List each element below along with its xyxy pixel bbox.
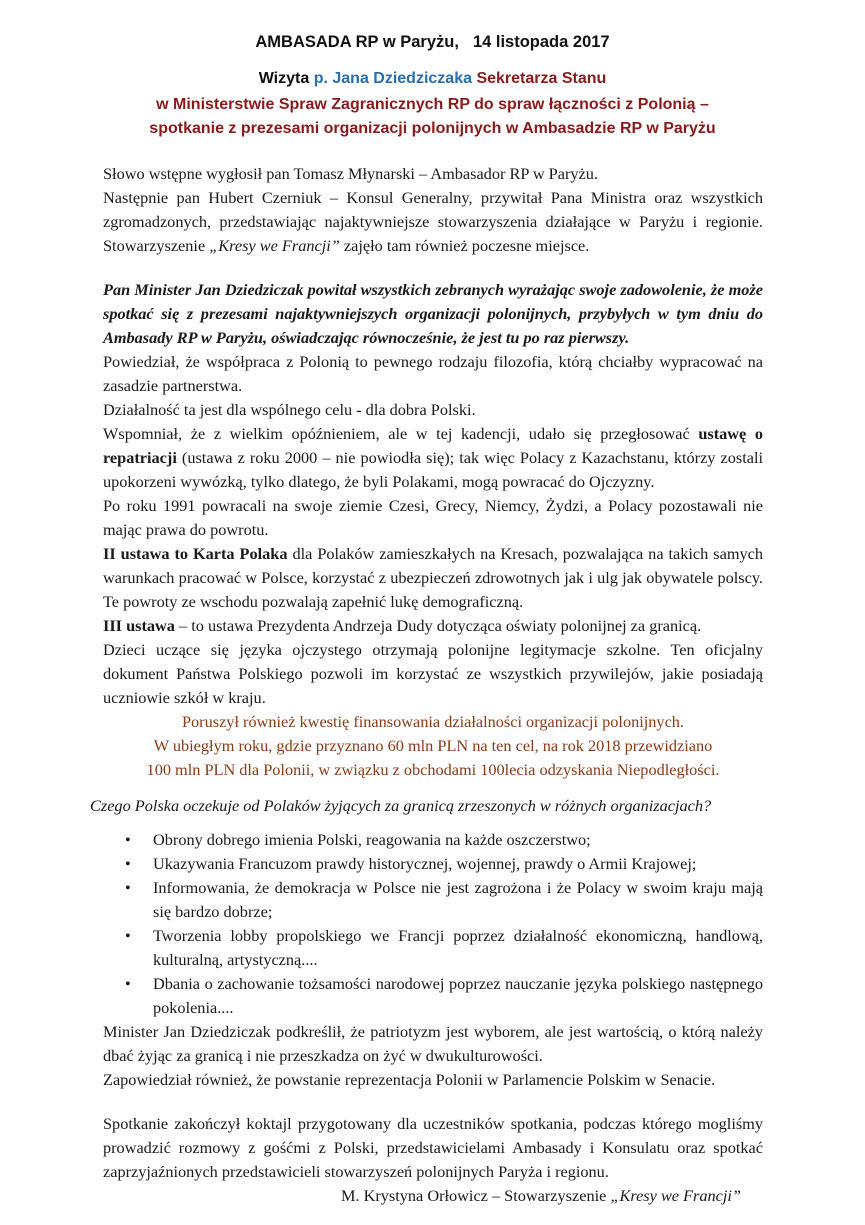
paragraph-consul bbox=[103, 186, 763, 258]
signature-org: „Kresy we Francji” bbox=[610, 1186, 741, 1205]
bullet-icon: • bbox=[125, 974, 131, 993]
repatriation-law: ustawę o repatriacji bbox=[103, 424, 763, 467]
paragraph-consul-text: Następnie pan Hubert Czerniuk – Konsul Generalny, przywitał Pana Ministra oraz wszystkich zgromadzonych, przedstawiając najaktywniejsze stowarzyszenia działające w Paryżu i regionie. Stowarzyszenie bbox=[103, 188, 763, 255]
list-item-text: Dbania o zachowanie tożsamości narodowej poprzez nauczanie języka polskiego następnego pokolenia.... bbox=[153, 974, 763, 1017]
third-law-text: – to ustawa Prezydenta Andrzeja Dudy dotycząca oświaty polonijnej za granicą. bbox=[174, 616, 702, 635]
bullet-icon: • bbox=[125, 926, 131, 945]
bullet-icon: • bbox=[125, 854, 131, 873]
list-item bbox=[103, 876, 763, 924]
paragraph-karta-polaka bbox=[103, 542, 763, 614]
paragraph-cocktail: Spotkanie zakończył koktajl przygotowany dla uczestników spotkania, podczas którego mogliśmy prowadzić rozmowy z gośćmi z Polski, przedstawicielami Ambasady i Konsulatu oraz spotkać zaprzyjaźnionych przedstawicieli stowarzyszeń polonijnych Paryża i regionu. bbox=[103, 1114, 763, 1181]
bullet-icon: • bbox=[125, 878, 131, 897]
list-item bbox=[103, 924, 763, 972]
list-item-text: Tworzenia lobby propolskiego we Francji poprzez działalność ekonomiczną, handlową, kulturalną, artystyczną.... bbox=[153, 926, 763, 969]
title-name: p. Jana Dziedziczaka bbox=[313, 70, 472, 87]
title-line-2: w Ministerstwie Spraw Zagranicznych RP do spraw łączności z Polonią – bbox=[156, 96, 709, 113]
paragraph-minister-greeting: Pan Minister Jan Dziedziczak powitał wszystkich zebranych wyrażając swoje zadowolenie, że może spotkać się z prezesami najaktywniejszych organizacji polonijnych, przybyłych w tym dniu do Ambasady RP w Paryżu, oświadczając równocześnie, że jest tu po raz pierwszy. bbox=[103, 280, 763, 347]
header-line bbox=[0, 33, 865, 52]
funding-line-3: 100 mln PLN dla Polonii, w związku z obchodami 100lecia odzyskania Niepodległości. bbox=[146, 760, 720, 779]
list-item bbox=[103, 852, 763, 876]
title-role: Sekretarza Stanu bbox=[472, 70, 607, 87]
signature-name: M. Krystyna Orłowicz – Stowarzyszenie bbox=[340, 1186, 611, 1205]
list-item bbox=[103, 972, 763, 1020]
funding-line-2: W ubiegłym roku, gdzie przyznano 60 mln PLN na ten cel, na rok 2018 przewidziano bbox=[153, 736, 713, 755]
list-item-text: Informowania, że demokracja w Polsce nie jest zagrożona i że Polacy w swoim kraju mają się bardzo dobrze; bbox=[153, 878, 763, 921]
list-item-text: Obrony dobrego imienia Polski, reagowania na każde oszczerstwo; bbox=[153, 830, 591, 849]
association-name: „Kresy we Francji” bbox=[209, 236, 340, 255]
question-heading: Czego Polska oczekuje od Polaków żyjących za granicą zrzeszonych w różnych organizacjach? bbox=[90, 796, 712, 815]
list-item bbox=[103, 828, 763, 852]
karta-polaka-text: dla Polaków zamieszkałych na Kresach, pozwalająca na takich samych warunkach pracować w Polsce, korzystać z ubezpieczeń zdrowotnych jak i ulg jak obywatele polscy. Te powroty ze wschodu pozwalają zapełnić lukę demograficzną. bbox=[103, 544, 763, 611]
signature bbox=[103, 1184, 763, 1208]
paragraph-1991: Po roku 1991 powracali na swoje ziemie Czesi, Grecy, Niemcy, Żydzi, a Polacy pozostawali nie mając prawa do powrotu. bbox=[103, 496, 763, 539]
third-law-label: III ustawa bbox=[103, 616, 175, 635]
expectations-list bbox=[103, 828, 763, 1020]
header-org: AMBASADA RP w Paryżu, bbox=[255, 33, 459, 51]
title-line-1 bbox=[0, 70, 865, 88]
paragraph-third-law bbox=[103, 614, 763, 638]
paragraph-senate: Zapowiedział również, że powstanie reprezentacja Polonii w Parlamencie Polskim w Senacie. bbox=[103, 1070, 716, 1089]
paragraph-cooperation: Powiedział, że współpraca z Polonią to pewnego rodzaju filozofia, którą chciałby wypracować na zasadzie partnerstwa. bbox=[103, 352, 763, 395]
article-body bbox=[90, 162, 763, 1208]
repatriation-text: Wspomniał, że z wielkim opóźnieniem, ale w tej kadencji, udało się przegłosować bbox=[103, 424, 699, 443]
paragraph-intro: Słowo wstępne wygłosił pan Tomasz Młynarski – Ambasador RP w Paryżu. bbox=[103, 164, 598, 183]
header-date: 14 listopada 2017 bbox=[472, 33, 610, 51]
paragraph-common-goal: Działalność ta jest dla wspólnego celu - dla dobra Polski. bbox=[103, 400, 476, 419]
paragraph-consul-end: zajęło tam również poczesne miejsce. bbox=[339, 236, 590, 255]
funding-line-1: Poruszył również kwestię finansowania działalności organizacji polonijnych. bbox=[181, 712, 685, 731]
karta-polaka-label: II ustawa to Karta Polaka bbox=[103, 544, 288, 563]
paragraph-patriotism: Minister Jan Dziedziczak podkreślił, że patriotyzm jest wyborem, ale jest wartością, o którą należy dbać żyjąc za granicą i nie przeszkadza on żyć w dwukulturowości. bbox=[103, 1022, 763, 1065]
title-prefix: Wizyta bbox=[258, 70, 314, 87]
list-item-text: Ukazywania Francuzom prawdy historycznej, wojennej, prawdy o Armii Krajowej; bbox=[153, 854, 697, 873]
paragraph-repatriation bbox=[103, 422, 763, 494]
repatriation-end: (ustawa z roku 2000 – nie powiodła się); tak więc Polacy z Kazachstanu, którzy zostali upokorzeni wywózką, tylko dlatego, że byli Polakami, mogą powracać do Ojczyzny. bbox=[103, 448, 763, 491]
bullet-icon: • bbox=[125, 830, 131, 849]
title-line-3: spotkanie z prezesami organizacji polonijnych w Ambasadzie RP w Paryżu bbox=[149, 120, 716, 137]
paragraph-school-ids: Dzieci uczące się języka ojczystego otrzymają polonijne legitymacje szkolne. Ten oficjalny dokument Państwa Polskiego pozwoli im korzystać ze wszystkich przywilejów, jakie posiadają uczniowie szkół w kraju. bbox=[103, 640, 763, 707]
